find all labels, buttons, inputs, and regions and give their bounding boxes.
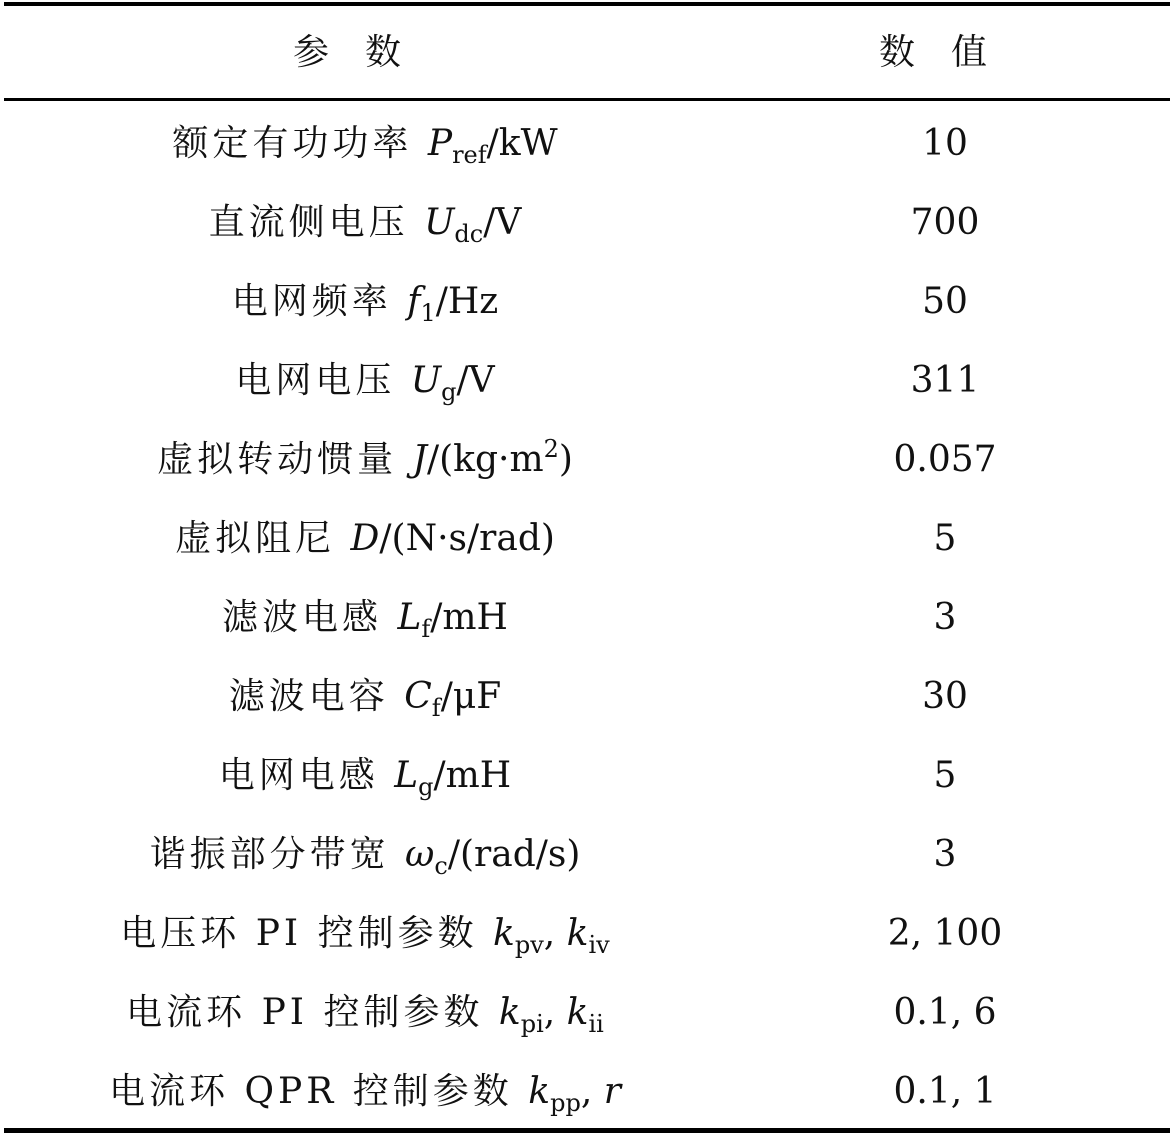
param-superscript: 2	[543, 435, 559, 463]
param-unit: /mH	[433, 755, 512, 796]
param-name: 电网电压	[235, 360, 411, 401]
value-cell: 5	[933, 518, 957, 559]
table-row	[0, 499, 1172, 578]
param-name: 电压环 PI 控制参数	[120, 913, 494, 954]
table-row	[0, 815, 1172, 894]
param-cell	[0, 894, 730, 973]
param-unit: /(rad/s)	[447, 834, 581, 875]
header-param: 参数	[292, 32, 437, 73]
table-row	[0, 262, 1172, 341]
param-cell	[0, 578, 730, 657]
value-cell: 3	[933, 834, 957, 875]
param-subscript-2: ii	[588, 1010, 604, 1038]
param-subscript-2: iv	[588, 931, 610, 959]
param-subscript: ref	[452, 141, 487, 169]
param-subscript: dc	[454, 220, 484, 248]
param-subscript: 1	[420, 299, 436, 327]
param-unit: /μF	[440, 676, 502, 717]
param-name: 电流环 PI 控制参数	[126, 992, 499, 1033]
table-row	[0, 973, 1172, 1052]
param-symbol: D	[350, 518, 380, 559]
param-name: 虚拟阻尼	[175, 518, 351, 559]
table-row	[0, 736, 1172, 815]
value-cell: 0.1, 6	[893, 992, 997, 1033]
param-name: 额定有功功率	[172, 123, 428, 164]
table-bottom-rule	[4, 1128, 1170, 1133]
param-unit: /(N·s/rad)	[379, 518, 555, 559]
param-name: 直流侧电压	[208, 202, 425, 243]
param-name: 滤波电感	[222, 597, 398, 638]
param-separator: ,	[543, 913, 567, 954]
param-symbol-2: k	[566, 992, 589, 1033]
value-cell: 3	[933, 597, 957, 638]
param-cell	[0, 657, 730, 736]
param-subscript: g	[441, 378, 457, 406]
param-cell	[0, 973, 730, 1052]
param-symbol-2: r	[603, 1071, 621, 1112]
param-name: 虚拟转动惯量	[157, 439, 413, 480]
value-cell: 311	[910, 360, 980, 401]
param-cell	[0, 262, 730, 341]
param-symbol: J	[412, 439, 427, 480]
value-cell: 0.057	[893, 439, 997, 480]
param-name: 谐振部分带宽	[149, 834, 406, 875]
param-unit: /V	[456, 360, 495, 401]
value-cell: 0.1, 1	[893, 1071, 997, 1112]
param-cell	[0, 341, 730, 420]
param-symbol: k	[493, 913, 515, 954]
value-cell: 2, 100	[887, 913, 1003, 954]
param-cell	[0, 815, 730, 894]
value-cell: 5	[933, 755, 957, 796]
param-symbol: k	[528, 1071, 551, 1112]
param-separator: ,	[543, 992, 567, 1033]
param-subscript: pi	[520, 1010, 544, 1038]
param-cell	[0, 183, 730, 262]
param-symbol: C	[404, 676, 432, 717]
value-cell: 30	[922, 676, 968, 717]
param-subscript: pp	[550, 1089, 581, 1117]
param-symbol: L	[394, 755, 419, 796]
param-name: 电网频率	[231, 281, 408, 322]
table-top-rule	[4, 2, 1170, 6]
param-name: 电网电感	[218, 755, 395, 796]
param-symbol: U	[424, 202, 455, 243]
param-subscript: g	[418, 773, 434, 801]
param-unit: /Hz	[435, 281, 499, 322]
param-symbol: U	[410, 360, 442, 401]
param-symbol: L	[397, 597, 422, 638]
param-symbol-2: k	[566, 913, 589, 954]
table-row	[0, 341, 1172, 420]
param-subscript: pv	[514, 931, 544, 959]
param-unit: /(kg·m	[426, 439, 544, 480]
param-subscript: f	[421, 615, 431, 643]
param-unit-end: )	[558, 439, 573, 480]
param-unit: /V	[483, 202, 522, 243]
param-symbol: P	[427, 123, 453, 164]
table-header-rule	[4, 98, 1170, 101]
table-row	[0, 894, 1172, 973]
table-row	[0, 420, 1172, 499]
param-cell	[0, 736, 730, 815]
param-symbol: ω	[405, 834, 435, 875]
value-cell: 50	[922, 281, 968, 322]
param-subscript: c	[434, 852, 448, 880]
param-separator: ,	[580, 1071, 604, 1112]
param-unit: /kW	[486, 123, 558, 164]
header-value: 数值	[878, 32, 1023, 73]
param-subscript: f	[431, 694, 441, 722]
table-row	[0, 1052, 1172, 1131]
param-symbol: k	[498, 992, 521, 1033]
param-unit: /mH	[430, 597, 508, 638]
value-cell: 10	[922, 123, 968, 164]
param-name: 滤波电容	[228, 676, 405, 717]
table-row	[0, 578, 1172, 657]
param-name: 电流环 QPR 控制参数	[109, 1071, 529, 1112]
param-cell	[0, 420, 730, 499]
table-row	[0, 183, 1172, 262]
table-row	[0, 104, 1172, 183]
param-symbol: f	[407, 281, 421, 322]
value-cell: 700	[910, 202, 980, 243]
table-row	[0, 657, 1172, 736]
param-cell	[0, 1052, 730, 1131]
param-cell	[0, 104, 730, 183]
param-cell	[0, 499, 730, 578]
